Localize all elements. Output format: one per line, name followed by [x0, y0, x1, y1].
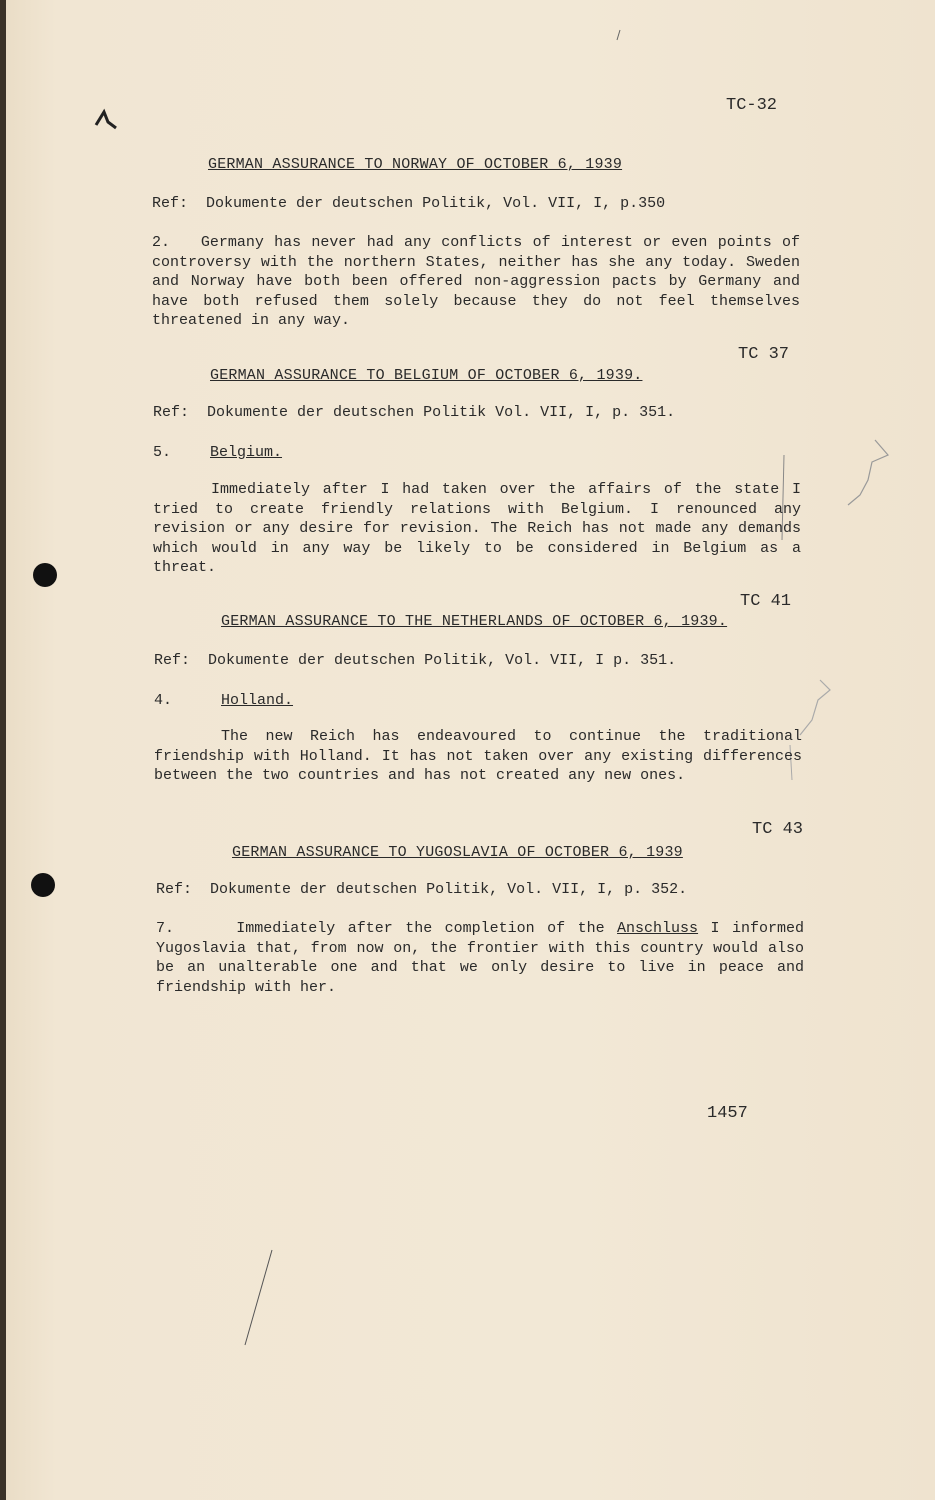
- paragraph-text-after: I informed Yugoslavia that, from now on, the frontier with this country would also be an unalterable one and that we only desire to live in peace and friendship with her.: [156, 920, 804, 996]
- item-number: 7.: [156, 920, 175, 937]
- pencil-tick-top: [617, 30, 620, 40]
- paragraph-text: Immediately after I had taken over the affairs of the state I tried to create friendly relations with Belgium. I renounced any revision or any desire for revision. The Reich has not made any demands which would in any way be likely to be considered in Belgium as a threat.: [153, 481, 801, 576]
- ref-text: Dokumente der deutschen Politik Vol. VII, I, p. 351.: [207, 404, 676, 421]
- ref-text: Dokumente der deutschen Politik, Vol. VII, I, p.350: [206, 195, 666, 212]
- paragraph-holland: [154, 727, 802, 786]
- subheading-belgium: Belgium.: [210, 444, 283, 461]
- page-number: 1457: [707, 1104, 748, 1123]
- doc-number-tc37: TC 37: [738, 345, 790, 364]
- ref-label: Ref:: [152, 195, 189, 212]
- ref-belgium: [153, 404, 675, 421]
- ref-label: Ref:: [154, 652, 191, 669]
- anschluss-term: Anschluss: [617, 920, 699, 937]
- heading-netherlands: GERMAN ASSURANCE TO THE NETHERLANDS OF OCTOBER 6, 1939.: [221, 613, 728, 630]
- ref-label: Ref:: [156, 881, 193, 898]
- doc-number-tc32: TC-32: [726, 96, 778, 115]
- item-number-belgium: 5.: [153, 444, 172, 461]
- doc-number-tc41: TC 41: [740, 592, 792, 611]
- ref-yugoslavia: [156, 881, 687, 898]
- paragraph-norway: [152, 233, 800, 331]
- ref-text: Dokumente der deutschen Politik, Vol. VII, I p. 351.: [208, 652, 677, 669]
- ref-netherlands: [154, 652, 676, 669]
- item-number: 2.: [152, 234, 171, 251]
- paragraph-belgium: [153, 480, 801, 578]
- ref-text: Dokumente der deutschen Politik, Vol. VII, I, p. 352.: [210, 881, 688, 898]
- pencil-squiggle-right: [848, 440, 888, 505]
- heading-norway: GERMAN ASSURANCE TO NORWAY OF OCTOBER 6, 1939: [208, 156, 623, 173]
- paragraph-text: The new Reich has endeavoured to continue the traditional friendship with Holland. It has not taken over any existing differences between the two countries and has not created any new ones.: [154, 728, 802, 784]
- paragraph-text: Germany has never had any conflicts of interest or even points of controversy with the northern States, neither has she any today. Sweden and Norway have both been offered non-aggression pacts by Germany and have both refused them solely because they do not feel themselves threatened in any way.: [152, 234, 800, 329]
- ref-label: Ref:: [153, 404, 190, 421]
- paragraph-yugoslavia: [156, 919, 804, 997]
- pencil-squiggle-mid: [800, 680, 830, 735]
- paragraph-text-before: Immediately after the completion of the: [236, 920, 605, 937]
- ref-norway: [152, 195, 665, 212]
- pencil-mark-top-left: [96, 112, 116, 128]
- doc-number-tc43: TC 43: [752, 820, 804, 839]
- item-number-holland: 4.: [154, 692, 173, 709]
- pencil-line-bottom: [245, 1250, 272, 1345]
- subheading-holland: Holland.: [221, 692, 294, 709]
- heading-belgium: GERMAN ASSURANCE TO BELGIUM OF OCTOBER 6, 1939.: [210, 367, 643, 384]
- heading-yugoslavia: GERMAN ASSURANCE TO YUGOSLAVIA OF OCTOBER 6, 1939: [232, 844, 683, 861]
